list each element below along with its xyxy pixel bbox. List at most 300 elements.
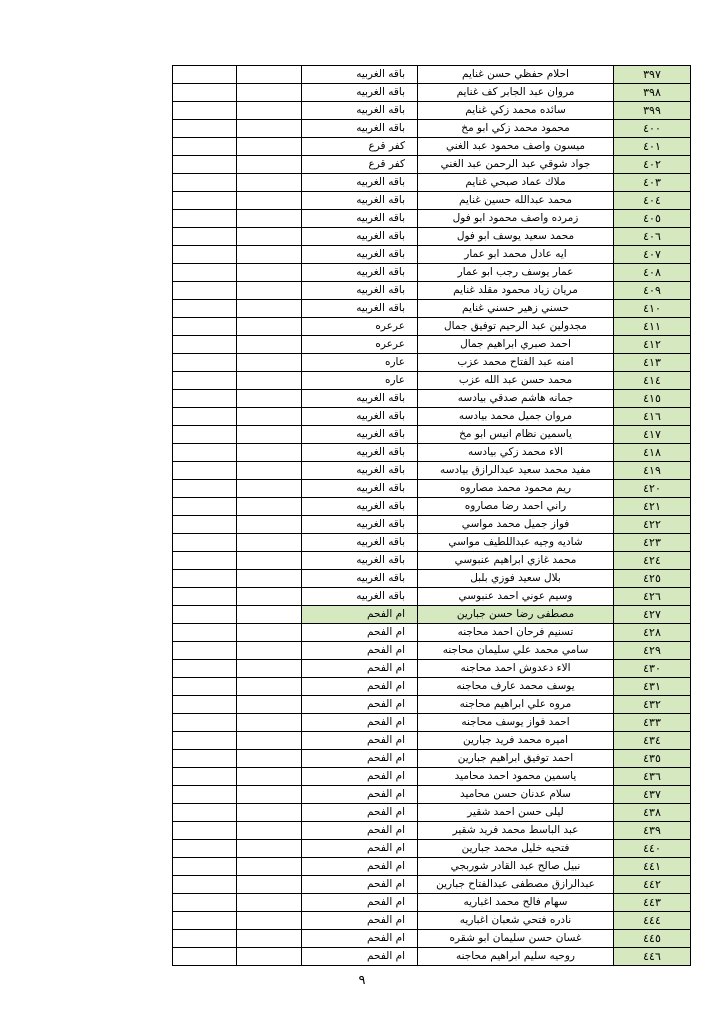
name-cell: محمد غازي ابراهيم عنبوسي xyxy=(418,552,614,570)
table-row xyxy=(173,552,691,570)
name-cell: راني احمد رضا مصاروه xyxy=(418,498,614,516)
number-cell: ٤١٥ xyxy=(614,390,691,408)
name-cell: ايه عادل محمد ابو عمار xyxy=(418,246,614,264)
number-cell: ٤٢٦ xyxy=(614,588,691,606)
table-row xyxy=(173,408,691,426)
empty-cell xyxy=(173,894,237,912)
empty-cell xyxy=(173,912,237,930)
number-cell: ٤٣٠ xyxy=(614,660,691,678)
table-row xyxy=(173,264,691,282)
empty-cell xyxy=(173,930,237,948)
empty-cell xyxy=(173,156,237,174)
empty-cell xyxy=(173,732,237,750)
name-cell: عمار يوسف رجب ابو عمار xyxy=(418,264,614,282)
table-row xyxy=(173,426,691,444)
town-cell: باقه الغربيه xyxy=(302,588,418,606)
empty-cell xyxy=(173,678,237,696)
name-cell: يوسف محمد عارف محاجنه xyxy=(418,678,614,696)
town-cell: ام الفحم xyxy=(302,678,418,696)
number-cell: ٤٢٧ xyxy=(614,606,691,624)
table-row xyxy=(173,876,691,894)
number-cell: ٤٣٦ xyxy=(614,768,691,786)
name-cell: ميسون واصف محمود عبد الغني xyxy=(418,138,614,156)
empty-cell xyxy=(237,408,302,426)
empty-cell xyxy=(237,264,302,282)
empty-cell xyxy=(173,264,237,282)
table-row xyxy=(173,912,691,930)
name-cell: سامي محمد علي سليمان محاجنه xyxy=(418,642,614,660)
empty-cell xyxy=(173,408,237,426)
empty-cell xyxy=(173,174,237,192)
number-cell: ٤٠٥ xyxy=(614,210,691,228)
empty-cell xyxy=(173,300,237,318)
number-cell: ٤١٦ xyxy=(614,408,691,426)
number-cell: ٤٠١ xyxy=(614,138,691,156)
empty-cell xyxy=(173,480,237,498)
number-cell: ٣٩٩ xyxy=(614,102,691,120)
empty-cell xyxy=(173,390,237,408)
empty-cell xyxy=(173,318,237,336)
number-cell: ٤١٣ xyxy=(614,354,691,372)
empty-cell xyxy=(237,318,302,336)
empty-cell xyxy=(173,210,237,228)
empty-cell xyxy=(173,858,237,876)
town-cell: ام الفحم xyxy=(302,642,418,660)
town-cell: ام الفحم xyxy=(302,696,418,714)
number-cell: ٤١٢ xyxy=(614,336,691,354)
empty-cell xyxy=(237,480,302,498)
number-cell: ٤٣١ xyxy=(614,678,691,696)
empty-cell xyxy=(173,804,237,822)
name-cell: مروان عبد الجابر كف غنايم xyxy=(418,84,614,102)
empty-cell xyxy=(237,696,302,714)
table-row xyxy=(173,642,691,660)
empty-cell xyxy=(237,300,302,318)
number-cell: ٤٤٥ xyxy=(614,930,691,948)
table-row xyxy=(173,102,691,120)
town-cell: باقه الغربيه xyxy=(302,480,418,498)
table-row xyxy=(173,696,691,714)
name-cell: روحيه سليم ابراهيم محاجنه xyxy=(418,948,614,966)
empty-cell xyxy=(173,228,237,246)
empty-cell xyxy=(173,624,237,642)
table-row xyxy=(173,768,691,786)
table-row xyxy=(173,66,691,84)
town-cell: عرعره xyxy=(302,336,418,354)
name-cell: سلام عدنان حسن محاميد xyxy=(418,786,614,804)
empty-cell xyxy=(173,768,237,786)
table-row xyxy=(173,336,691,354)
number-cell: ٤٣٩ xyxy=(614,822,691,840)
town-cell: باقه الغربيه xyxy=(302,444,418,462)
table-row xyxy=(173,750,691,768)
empty-cell xyxy=(237,876,302,894)
number-cell: ٤٤٣ xyxy=(614,894,691,912)
number-cell: ٤٣٨ xyxy=(614,804,691,822)
empty-cell xyxy=(237,714,302,732)
name-cell: شاديه وجيه عبداللطيف مواسي xyxy=(418,534,614,552)
empty-cell xyxy=(173,282,237,300)
name-cell: محمود محمد زكي ابو مخ xyxy=(418,120,614,138)
table-row xyxy=(173,480,691,498)
name-cell: جواد شوقي عبد الرحمن عبد الغني xyxy=(418,156,614,174)
name-cell: جمانه هاشم صدقي بيادسه xyxy=(418,390,614,408)
table-row xyxy=(173,678,691,696)
empty-cell xyxy=(173,534,237,552)
empty-cell xyxy=(237,912,302,930)
empty-cell xyxy=(237,120,302,138)
table-row xyxy=(173,318,691,336)
table-row xyxy=(173,606,691,624)
empty-cell xyxy=(237,786,302,804)
table-row xyxy=(173,498,691,516)
number-cell: ٤٠٩ xyxy=(614,282,691,300)
empty-cell xyxy=(173,426,237,444)
empty-cell xyxy=(173,606,237,624)
empty-cell xyxy=(237,894,302,912)
town-cell: ام الفحم xyxy=(302,732,418,750)
town-cell: باقه الغربيه xyxy=(302,300,418,318)
names-table xyxy=(172,65,691,966)
empty-cell xyxy=(237,228,302,246)
empty-cell xyxy=(237,426,302,444)
number-cell: ٤٠٣ xyxy=(614,174,691,192)
town-cell: ام الفحم xyxy=(302,840,418,858)
empty-cell xyxy=(237,588,302,606)
empty-cell xyxy=(173,642,237,660)
empty-cell xyxy=(173,552,237,570)
town-cell: باقه الغربيه xyxy=(302,498,418,516)
name-cell: ياسمين نظام انيس ابو مخ xyxy=(418,426,614,444)
page-number: ٩ xyxy=(358,973,366,988)
name-cell: ريم محمود محمد مصاروه xyxy=(418,480,614,498)
table-row xyxy=(173,210,691,228)
table-row xyxy=(173,156,691,174)
number-cell: ٤٢٥ xyxy=(614,570,691,588)
table-row xyxy=(173,444,691,462)
name-cell: محمد حسن عبد الله عزب xyxy=(418,372,614,390)
number-cell: ٤١٩ xyxy=(614,462,691,480)
town-cell: باقه الغربيه xyxy=(302,228,418,246)
town-cell: باقه الغربيه xyxy=(302,390,418,408)
empty-cell xyxy=(237,66,302,84)
empty-cell xyxy=(237,570,302,588)
table-row xyxy=(173,894,691,912)
name-cell: عبد الباسط محمد فريد شقير xyxy=(418,822,614,840)
town-cell: ام الفحم xyxy=(302,786,418,804)
empty-cell xyxy=(173,948,237,966)
number-cell: ٤٤٢ xyxy=(614,876,691,894)
empty-cell xyxy=(173,516,237,534)
table-row xyxy=(173,282,691,300)
number-cell: ٤٢١ xyxy=(614,498,691,516)
empty-cell xyxy=(237,552,302,570)
empty-cell xyxy=(173,696,237,714)
empty-cell xyxy=(173,336,237,354)
name-cell: احمد توفيق ابراهيم جبارين xyxy=(418,750,614,768)
empty-cell xyxy=(237,84,302,102)
empty-cell xyxy=(173,876,237,894)
table-row xyxy=(173,192,691,210)
table-row xyxy=(173,228,691,246)
town-cell: باقه الغربيه xyxy=(302,120,418,138)
table-row xyxy=(173,660,691,678)
number-cell: ٣٩٧ xyxy=(614,66,691,84)
empty-cell xyxy=(173,192,237,210)
town-cell: كفر قرع xyxy=(302,156,418,174)
town-cell: باقه الغربيه xyxy=(302,516,418,534)
empty-cell xyxy=(173,138,237,156)
name-cell: محمد سعيد يوسف ابو فول xyxy=(418,228,614,246)
town-cell: باقه الغربيه xyxy=(302,426,418,444)
name-cell: مجدولين عبد الرحيم توفيق جمال xyxy=(418,318,614,336)
empty-cell xyxy=(237,516,302,534)
empty-cell xyxy=(173,660,237,678)
empty-cell xyxy=(237,840,302,858)
table-row xyxy=(173,246,691,264)
town-cell: باقه الغربيه xyxy=(302,552,418,570)
town-cell: ام الفحم xyxy=(302,660,418,678)
table-row xyxy=(173,138,691,156)
table-row xyxy=(173,948,691,966)
empty-cell xyxy=(237,156,302,174)
empty-cell xyxy=(237,750,302,768)
empty-cell xyxy=(173,498,237,516)
town-cell: باقه الغربيه xyxy=(302,192,418,210)
town-cell: باقه الغربيه xyxy=(302,66,418,84)
empty-cell xyxy=(237,822,302,840)
name-cell: مريان زياد محمود مقلد غنايم xyxy=(418,282,614,300)
town-cell: ام الفحم xyxy=(302,894,418,912)
number-cell: ٤٣٢ xyxy=(614,696,691,714)
table-row xyxy=(173,390,691,408)
table-row xyxy=(173,588,691,606)
town-cell: باقه الغربيه xyxy=(302,264,418,282)
name-cell: الاء محمد زكي بيادسه xyxy=(418,444,614,462)
town-cell: ام الفحم xyxy=(302,768,418,786)
town-cell: ام الفحم xyxy=(302,930,418,948)
empty-cell xyxy=(173,66,237,84)
number-cell: ٤٢٨ xyxy=(614,624,691,642)
name-cell: نبيل صالح عبد القادر شوربجي xyxy=(418,858,614,876)
town-cell: باقه الغربيه xyxy=(302,102,418,120)
empty-cell xyxy=(237,192,302,210)
empty-cell xyxy=(173,714,237,732)
empty-cell xyxy=(237,804,302,822)
empty-cell xyxy=(237,624,302,642)
empty-cell xyxy=(173,822,237,840)
empty-cell xyxy=(173,840,237,858)
number-cell: ٤٤٦ xyxy=(614,948,691,966)
empty-cell xyxy=(237,732,302,750)
number-cell: ٤٤١ xyxy=(614,858,691,876)
names-table-body xyxy=(173,66,691,966)
number-cell: ٤٣٥ xyxy=(614,750,691,768)
town-cell: ام الفحم xyxy=(302,822,418,840)
empty-cell xyxy=(173,786,237,804)
empty-cell xyxy=(237,282,302,300)
table-row xyxy=(173,354,691,372)
empty-cell xyxy=(173,588,237,606)
empty-cell xyxy=(173,354,237,372)
number-cell: ٤٢٣ xyxy=(614,534,691,552)
table-row xyxy=(173,120,691,138)
empty-cell xyxy=(237,660,302,678)
table-row xyxy=(173,174,691,192)
town-cell: باقه الغربيه xyxy=(302,174,418,192)
name-cell: غسان حسن سليمان ابو شقره xyxy=(418,930,614,948)
empty-cell xyxy=(173,444,237,462)
town-cell: عاره xyxy=(302,354,418,372)
name-cell: فواز جميل محمد مواسي xyxy=(418,516,614,534)
empty-cell xyxy=(237,102,302,120)
empty-cell xyxy=(173,372,237,390)
table-row xyxy=(173,804,691,822)
number-cell: ٤١١ xyxy=(614,318,691,336)
name-cell: حسني زهير حسني غنايم xyxy=(418,300,614,318)
name-cell: فتحيه خليل محمد جبارين xyxy=(418,840,614,858)
number-cell: ٣٩٨ xyxy=(614,84,691,102)
town-cell: باقه الغربيه xyxy=(302,282,418,300)
table-row xyxy=(173,516,691,534)
name-cell: محمد عبدالله حسين غنايم xyxy=(418,192,614,210)
town-cell: ام الفحم xyxy=(302,606,418,624)
table-row xyxy=(173,534,691,552)
empty-cell xyxy=(237,948,302,966)
table-row xyxy=(173,300,691,318)
number-cell: ٤٢٠ xyxy=(614,480,691,498)
empty-cell xyxy=(173,120,237,138)
number-cell: ٤٤٠ xyxy=(614,840,691,858)
number-cell: ٤٠٦ xyxy=(614,228,691,246)
table-row xyxy=(173,822,691,840)
name-cell: مروه علي ابراهيم محاجنه xyxy=(418,696,614,714)
empty-cell xyxy=(237,534,302,552)
name-cell: امنه عبد الفتاح محمد عزب xyxy=(418,354,614,372)
number-cell: ٤٠٢ xyxy=(614,156,691,174)
name-cell: سائده محمد زكي غنايم xyxy=(418,102,614,120)
number-cell: ٤٣٤ xyxy=(614,732,691,750)
town-cell: ام الفحم xyxy=(302,876,418,894)
empty-cell xyxy=(237,246,302,264)
table-row xyxy=(173,372,691,390)
name-cell: مصطفى رضا حسن جبارين xyxy=(418,606,614,624)
name-cell: وسيم عوني احمد عنبوسي xyxy=(418,588,614,606)
empty-cell xyxy=(173,246,237,264)
name-cell: سهام فالح محمد اغباريه xyxy=(418,894,614,912)
empty-cell xyxy=(237,768,302,786)
table-row xyxy=(173,570,691,588)
number-cell: ٤٢٩ xyxy=(614,642,691,660)
name-cell: ليلى حسن احمد شقير xyxy=(418,804,614,822)
name-cell: مفيد محمد سعيد عبدالرازق بيادسه xyxy=(418,462,614,480)
empty-cell xyxy=(237,462,302,480)
table-row xyxy=(173,624,691,642)
town-cell: ام الفحم xyxy=(302,714,418,732)
table-row xyxy=(173,714,691,732)
empty-cell xyxy=(173,750,237,768)
table-row xyxy=(173,84,691,102)
empty-cell xyxy=(237,678,302,696)
name-cell: زمرده واصف محمود ابو فول xyxy=(418,210,614,228)
empty-cell xyxy=(237,354,302,372)
number-cell: ٤٣٣ xyxy=(614,714,691,732)
table-row xyxy=(173,840,691,858)
name-cell: احلام حفظي حسن غنايم xyxy=(418,66,614,84)
town-cell: ام الفحم xyxy=(302,858,418,876)
town-cell: باقه الغربيه xyxy=(302,84,418,102)
number-cell: ٤٤٤ xyxy=(614,912,691,930)
table-row xyxy=(173,786,691,804)
name-cell: اميره محمد فريد جبارين xyxy=(418,732,614,750)
name-cell: تسنيم فرحان احمد محاجنه xyxy=(418,624,614,642)
empty-cell xyxy=(237,930,302,948)
number-cell: ٤٠٤ xyxy=(614,192,691,210)
empty-cell xyxy=(237,444,302,462)
empty-cell xyxy=(173,462,237,480)
name-cell: ياسمين محمود احمد محاميد xyxy=(418,768,614,786)
empty-cell xyxy=(237,210,302,228)
number-cell: ٤٣٧ xyxy=(614,786,691,804)
town-cell: ام الفحم xyxy=(302,948,418,966)
empty-cell xyxy=(237,138,302,156)
empty-cell xyxy=(237,498,302,516)
empty-cell xyxy=(237,642,302,660)
town-cell: كفر قرع xyxy=(302,138,418,156)
empty-cell xyxy=(173,570,237,588)
name-cell: ملاك عماد صبحي غنايم xyxy=(418,174,614,192)
empty-cell xyxy=(173,102,237,120)
town-cell: ام الفحم xyxy=(302,912,418,930)
name-cell: بلال سعيد فوزي بلبل xyxy=(418,570,614,588)
number-cell: ٤١٨ xyxy=(614,444,691,462)
empty-cell xyxy=(237,858,302,876)
number-cell: ٤٠٠ xyxy=(614,120,691,138)
empty-cell xyxy=(173,84,237,102)
empty-cell xyxy=(237,390,302,408)
name-cell: احمد صبري ابراهيم جمال xyxy=(418,336,614,354)
name-cell: احمد فواز يوسف محاجنه xyxy=(418,714,614,732)
empty-cell xyxy=(237,606,302,624)
town-cell: باقه الغربيه xyxy=(302,210,418,228)
number-cell: ٤١٠ xyxy=(614,300,691,318)
town-cell: باقه الغربيه xyxy=(302,246,418,264)
empty-cell xyxy=(237,174,302,192)
number-cell: ٤١٤ xyxy=(614,372,691,390)
number-cell: ٤٠٨ xyxy=(614,264,691,282)
town-cell: ام الفحم xyxy=(302,750,418,768)
town-cell: ام الفحم xyxy=(302,804,418,822)
empty-cell xyxy=(237,336,302,354)
name-cell: عبدالرازق مصطفى عبدالفتاح جبارين xyxy=(418,876,614,894)
table-row xyxy=(173,732,691,750)
town-cell: ام الفحم xyxy=(302,624,418,642)
town-cell: عاره xyxy=(302,372,418,390)
town-cell: باقه الغربيه xyxy=(302,408,418,426)
number-cell: ٤٢٢ xyxy=(614,516,691,534)
number-cell: ٤٢٤ xyxy=(614,552,691,570)
name-cell: الاء دعدوش احمد محاجنه xyxy=(418,660,614,678)
number-cell: ٤٠٧ xyxy=(614,246,691,264)
table-row xyxy=(173,930,691,948)
town-cell: عرعره xyxy=(302,318,418,336)
number-cell: ٤١٧ xyxy=(614,426,691,444)
table-row xyxy=(173,462,691,480)
town-cell: باقه الغربيه xyxy=(302,570,418,588)
empty-cell xyxy=(237,372,302,390)
town-cell: باقه الغربيه xyxy=(302,534,418,552)
town-cell: باقه الغربيه xyxy=(302,462,418,480)
